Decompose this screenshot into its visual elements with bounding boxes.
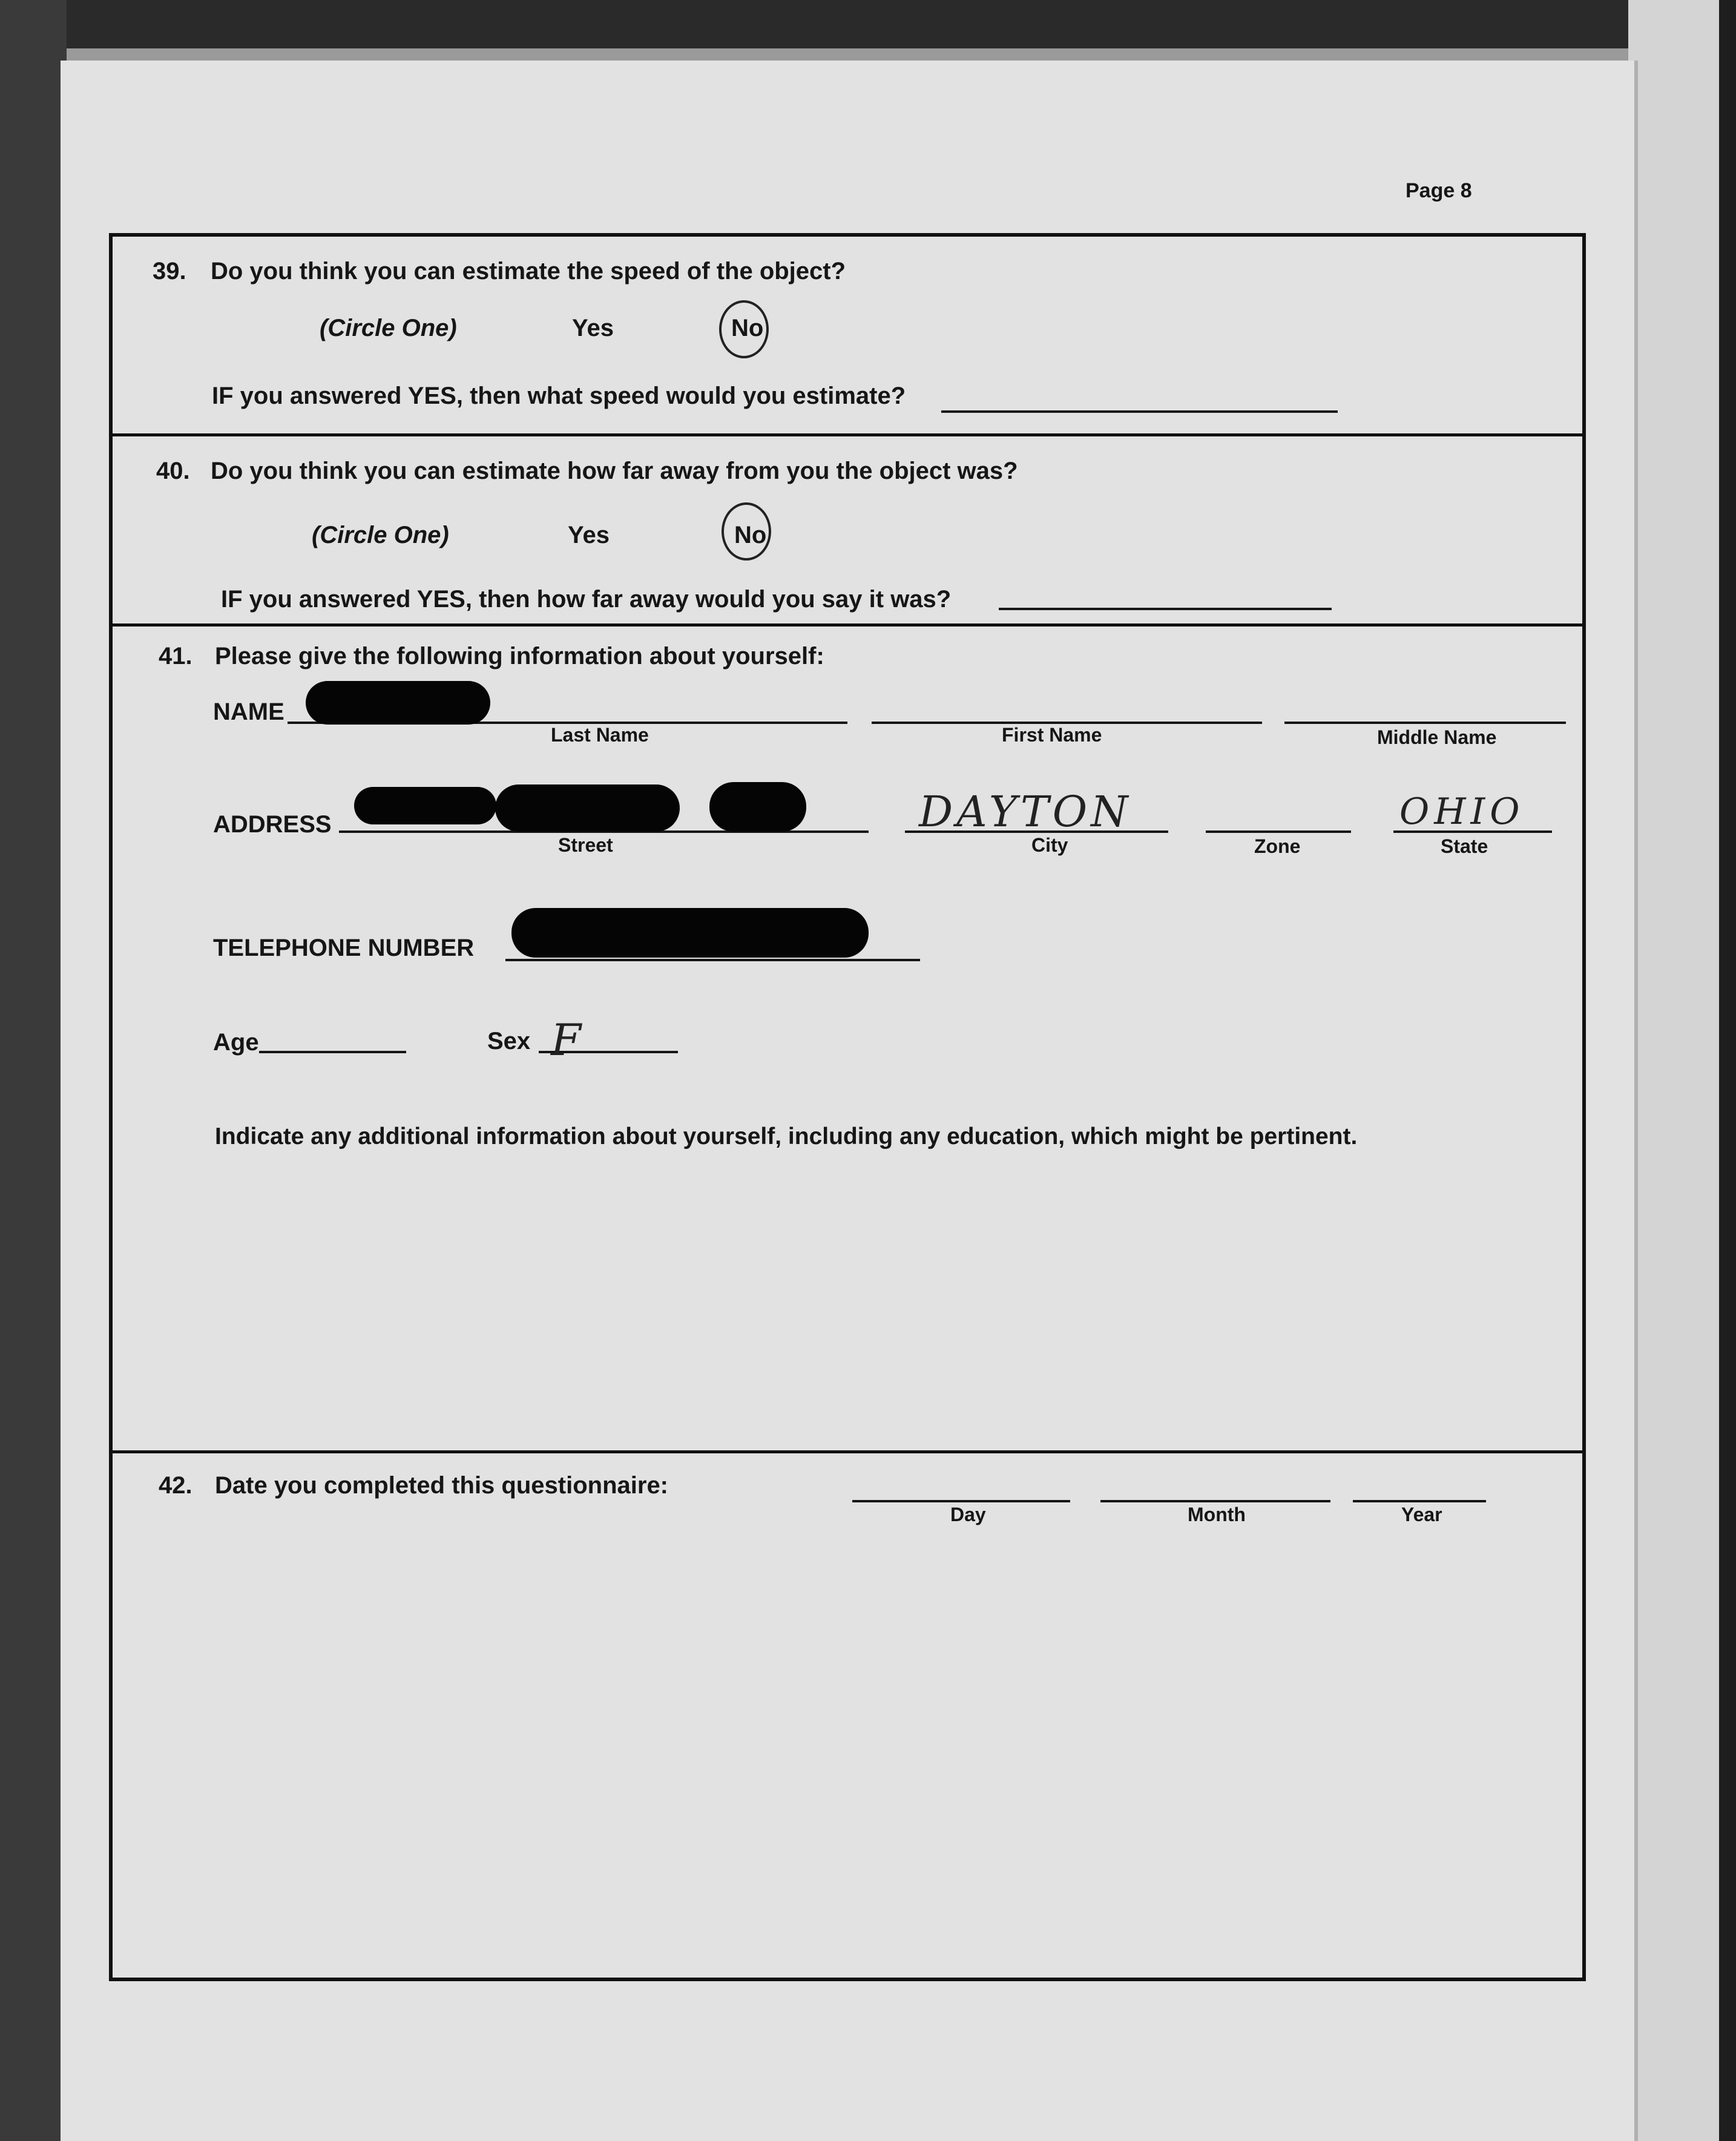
scan-frame-right-edge [1719,0,1736,2141]
month-caption: Month [1188,1504,1246,1525]
state-value: OHIO [1399,791,1525,833]
name-label: NAME [213,699,284,725]
middle-name-line[interactable] [1284,722,1566,724]
q39-question: Do you think you can estimate the speed of the object? [211,258,846,284]
last-name-caption: Last Name [551,724,649,746]
q41-number: 41. [159,643,192,669]
day-line[interactable] [852,1500,1070,1502]
q40-no-option[interactable]: No [734,522,767,548]
q40-number: 40. [156,458,190,484]
q41-question: Please give the following information about yourself: [215,643,824,669]
year-line[interactable] [1353,1500,1486,1502]
day-caption: Day [950,1504,986,1525]
page-number: Page 8 [1406,179,1472,202]
state-caption: State [1441,835,1488,857]
month-line[interactable] [1100,1500,1330,1502]
scan-frame-top [0,0,1736,48]
q40-question: Do you think you can estimate how far away from you the object was? [211,458,1018,484]
q39-speed-answer-line[interactable] [941,410,1338,413]
age-label: Age [213,1029,259,1056]
redacted-street-2 [495,784,680,832]
telephone-label: TELEPHONE NUMBER [213,935,475,961]
redacted-telephone [511,908,869,958]
q40-yes-option[interactable]: Yes [568,522,610,548]
redacted-street-3 [709,782,806,832]
q40-circle-one: (Circle One) [312,522,449,548]
sex-value: F [551,1015,581,1065]
redacted-street-1 [354,787,496,824]
year-caption: Year [1401,1504,1442,1525]
age-line[interactable] [259,1051,406,1053]
redacted-name [306,681,490,725]
q42-number: 42. [159,1472,192,1499]
divider-40-41 [111,623,1584,627]
divider-39-40 [111,433,1584,436]
first-name-caption: First Name [1002,724,1102,746]
q39-yes-option[interactable]: Yes [572,315,614,341]
telephone-line[interactable] [505,959,920,961]
q39-number: 39. [153,258,186,284]
additional-info-prompt: Indicate any additional information about yourself, including any education, which might be pertinent. [215,1123,1358,1149]
divider-41-42 [111,1450,1584,1453]
scan-frame-left [0,0,67,2141]
address-label: ADDRESS [213,811,332,838]
zone-line[interactable] [1206,830,1351,833]
sex-label: Sex [487,1028,531,1054]
street-caption: Street [558,834,613,856]
city-value: DAYTON [919,787,1132,837]
zone-caption: Zone [1254,835,1301,857]
q39-followup: IF you answered YES, then what speed would you estimate? [212,383,906,409]
q42-question: Date you completed this questionnaire: [215,1472,669,1499]
city-caption: City [1031,834,1068,856]
form-box [109,233,1586,1981]
q40-followup: IF you answered YES, then how far away would you say it was? [221,586,952,613]
q39-no-option[interactable]: No [731,315,764,341]
q39-circle-one: (Circle One) [320,315,457,341]
q40-distance-answer-line[interactable] [999,608,1332,610]
middle-name-caption: Middle Name [1377,726,1497,748]
